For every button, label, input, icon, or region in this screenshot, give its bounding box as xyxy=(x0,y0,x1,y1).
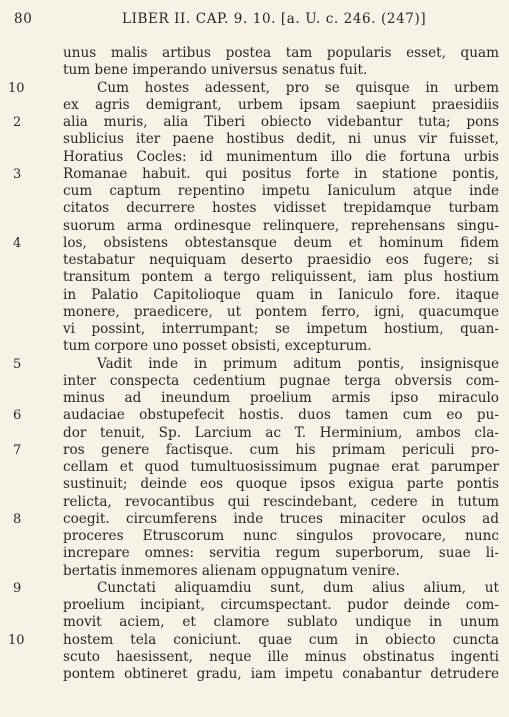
text-line xyxy=(0,649,509,666)
margin-number: 5 xyxy=(13,356,22,372)
line-text: dor tenuit, Sp. Larcium ac T. Herminium, ambos cla- xyxy=(63,424,499,441)
text-line xyxy=(0,287,509,304)
line-text: proceres Etruscorum nunc singulos provocare, nunc xyxy=(63,528,499,544)
line-text: Cunctati aliquamdiu sunt, dum alius alium, ut xyxy=(97,579,499,596)
text-line xyxy=(0,252,509,269)
text-line xyxy=(0,425,509,442)
line-text: monere, praedicere, ut pontem ferro, igni, quacumque xyxy=(63,303,499,320)
line-text: vi possint, interrumpant; se impetum hostium, quan- xyxy=(63,321,499,337)
text-line xyxy=(0,200,509,217)
text-line xyxy=(0,218,509,235)
line-text: Horatius Cocles: id munimentum illo die fortuna urbis xyxy=(63,148,499,165)
text-line xyxy=(0,476,509,493)
text-line xyxy=(0,149,509,166)
text-line xyxy=(0,563,509,580)
line-text: cellam et quod tumultuosissimum pugnae erat parumper xyxy=(63,459,499,475)
line-text: testabatur nequiquam deserto praesidio eos fugere; si xyxy=(63,252,499,268)
line-text: cum captum repentino impetu Ianiculum atque inde xyxy=(63,183,499,199)
line-text: tum corpore uno posset obsisti, excepturum. xyxy=(63,338,372,355)
line-text: los, obsistens obtestansque deum et hominum fidem xyxy=(63,234,499,251)
text-line xyxy=(0,459,509,476)
line-text: relicta, revocantibus qui rescindebant, cedere in tutum xyxy=(63,493,499,510)
line-text: movit aciem, et clamore sublato undique in unum xyxy=(63,614,499,631)
text-line xyxy=(0,45,509,62)
line-text: increpare omnes: servitia regum superborum, suae li- xyxy=(63,545,499,562)
text-line xyxy=(0,390,509,407)
text-line xyxy=(0,407,509,424)
body-text xyxy=(0,45,509,683)
text-line xyxy=(0,97,509,114)
text-line xyxy=(0,597,509,614)
text-line xyxy=(0,269,509,286)
line-text: sustinuit; deinde eos quoque ipsos exigua parte pontis xyxy=(63,476,499,493)
text-line xyxy=(0,183,509,200)
margin-number: 7 xyxy=(13,442,22,458)
margin-number: 3 xyxy=(13,166,22,182)
margin-number: 6 xyxy=(13,408,22,424)
text-line xyxy=(0,614,509,631)
text-line xyxy=(0,114,509,131)
margin-number: 4 xyxy=(13,235,22,251)
line-text: hostem tela coniciunt. quae cum in obiecto cuncta xyxy=(63,631,499,648)
text-line xyxy=(0,666,509,683)
margin-number: 10 xyxy=(8,632,25,648)
text-line xyxy=(0,494,509,511)
text-line xyxy=(0,131,509,148)
line-text: suorum arma ordinesque relinquere, reprehensans singu- xyxy=(63,217,499,234)
text-line xyxy=(0,166,509,183)
text-line xyxy=(0,235,509,252)
text-line xyxy=(0,373,509,390)
line-text: tum bene imperando universus senatus fuit. xyxy=(63,62,368,79)
text-line xyxy=(0,338,509,355)
line-text: unus malis artibus postea tam popularis esset, quam xyxy=(63,45,499,61)
line-text: alia muris, alia Tiberi obiecto videbantur tuta; pons xyxy=(63,114,499,130)
line-text: coegit. circumferens inde truces minaciter oculos ad xyxy=(63,510,499,527)
text-line xyxy=(0,528,509,545)
line-text: ex agris demigrant, urbem ipsam saepiunt praesidiis xyxy=(63,96,499,113)
text-line xyxy=(0,356,509,373)
text-line xyxy=(0,442,509,459)
margin-number: 9 xyxy=(13,580,22,596)
line-text: Cum hostes adessent, pro se quisque in urbem xyxy=(97,79,499,96)
line-text: proelium incipiant, circumspectant. pudor deinde com- xyxy=(63,597,499,613)
text-line xyxy=(0,632,509,649)
line-text: bertatis inmemores alienam oppugnatum venire. xyxy=(63,562,400,579)
text-line xyxy=(0,62,509,79)
running-head: LIBER II. CAP. 9. 10. [a. U. c. 246. (247)] xyxy=(122,11,427,27)
text-line xyxy=(0,304,509,321)
text-line xyxy=(0,545,509,562)
line-text: in Palatio Capitolioque quam in Ianiculo fore. itaque xyxy=(63,286,499,303)
margin-number: 10 xyxy=(8,80,25,96)
line-text: pontem obtineret gradu, iam impetu conabantur detrudere xyxy=(63,666,499,682)
margin-number: 8 xyxy=(13,511,22,527)
margin-number: 2 xyxy=(13,115,22,130)
page-number: 80 xyxy=(14,11,33,27)
text-line xyxy=(0,580,509,597)
line-text: scuto haesissent, neque ille minus obstinatus ingenti xyxy=(63,648,499,665)
text-line xyxy=(0,321,509,338)
line-text: minus ad ineundum proelium armis ipso miraculo xyxy=(63,390,499,406)
line-text: Vadit inde in primum aditum pontis, insignisque xyxy=(97,355,499,372)
line-text: citatos decurrere hostes vidisset trepidamque turbam xyxy=(63,200,499,217)
text-line xyxy=(0,511,509,528)
line-text: ros genere factisque. cum his primam periculi pro- xyxy=(63,441,499,458)
line-text: audaciae obstupefecit hostis. duos tamen cum eo pu- xyxy=(63,407,499,424)
line-text: sublicius iter paene hostibus dedit, ni unus vir fuisset, xyxy=(63,131,499,148)
text-line xyxy=(0,80,509,97)
page-header xyxy=(14,11,499,31)
line-text: inter conspecta cedentium pugnae terga obversis com- xyxy=(63,372,499,389)
line-text: transitum pontem a tergo reliquissent, iam plus hostium xyxy=(63,269,499,286)
line-text: Romanae habuit. qui positus forte in statione pontis, xyxy=(63,165,499,182)
